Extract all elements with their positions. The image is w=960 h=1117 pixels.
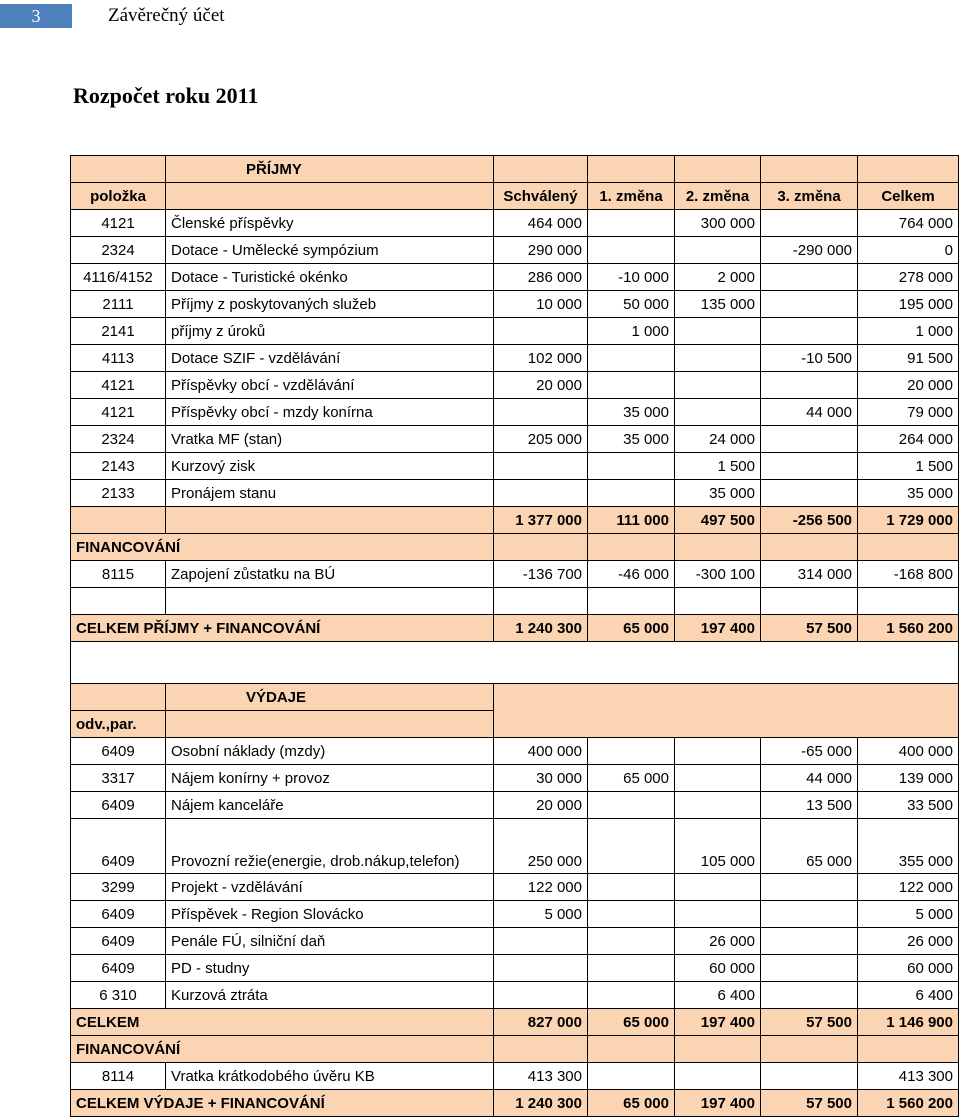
change-3-value: 57 500 xyxy=(761,615,858,642)
change-1-value: 65 000 xyxy=(588,765,675,792)
change-3-value xyxy=(761,372,858,399)
item-name: Dotace - Umělecké sympózium xyxy=(166,237,494,264)
approved-value: 464 000 xyxy=(494,210,588,237)
expense-grand-total-row xyxy=(71,1090,959,1117)
approved-value: 286 000 xyxy=(494,264,588,291)
item-name: Příspěvky obcí - mzdy konírna xyxy=(166,399,494,426)
change-1-value: 65 000 xyxy=(588,615,675,642)
change-2-value: 105 000 xyxy=(675,819,761,874)
col-header-section-code: odv.,par. xyxy=(71,711,166,738)
total-value: 33 500 xyxy=(858,792,959,819)
total-value: 122 000 xyxy=(858,874,959,901)
approved-value: 400 000 xyxy=(494,738,588,765)
item-code: 6 310 xyxy=(71,982,166,1009)
approved-value: 5 000 xyxy=(494,901,588,928)
financing-row xyxy=(71,561,959,588)
change-2-value: 1 500 xyxy=(675,453,761,480)
approved-value: 205 000 xyxy=(494,426,588,453)
change-3-value: -65 000 xyxy=(761,738,858,765)
change-3-value: -10 500 xyxy=(761,345,858,372)
change-3-value xyxy=(761,901,858,928)
empty-cell xyxy=(166,507,494,534)
approved-value xyxy=(494,453,588,480)
blank-row xyxy=(71,588,959,615)
table-row xyxy=(71,399,959,426)
empty-cell xyxy=(588,534,675,561)
item-name: Vratka MF (stan) xyxy=(166,426,494,453)
table-row xyxy=(71,291,959,318)
change-1-value xyxy=(588,792,675,819)
item-code: 6409 xyxy=(71,928,166,955)
item-code: 6409 xyxy=(71,955,166,982)
empty-cell xyxy=(858,1036,959,1063)
change-3-value xyxy=(761,928,858,955)
total-value: 355 000 xyxy=(858,819,959,874)
item-name: Kurzová ztráta xyxy=(166,982,494,1009)
approved-value: 1 240 300 xyxy=(494,1090,588,1117)
change-2-value xyxy=(675,901,761,928)
change-2-value xyxy=(675,372,761,399)
total-value: 264 000 xyxy=(858,426,959,453)
approved-value: 20 000 xyxy=(494,792,588,819)
income-subtotal-row xyxy=(71,507,959,534)
empty-cell xyxy=(494,588,588,615)
empty-cell xyxy=(761,1036,858,1063)
change-2-value: 197 400 xyxy=(675,1090,761,1117)
page-title: Rozpočet roku 2011 xyxy=(73,83,259,108)
change-2-value: -300 100 xyxy=(675,561,761,588)
expense-table xyxy=(70,683,959,1117)
change-1-value xyxy=(588,372,675,399)
item-code: 4121 xyxy=(71,399,166,426)
table-row xyxy=(71,480,959,507)
approved-value: 10 000 xyxy=(494,291,588,318)
item-code: 2141 xyxy=(71,318,166,345)
empty-cell xyxy=(675,1036,761,1063)
item-code: 6409 xyxy=(71,738,166,765)
change-1-value: 1 000 xyxy=(588,318,675,345)
change-1-value xyxy=(588,982,675,1009)
total-value: 1 000 xyxy=(858,318,959,345)
approved-value: 827 000 xyxy=(494,1009,588,1036)
change-3-value xyxy=(761,426,858,453)
total-value: 26 000 xyxy=(858,928,959,955)
table-row xyxy=(71,765,959,792)
change-1-value xyxy=(588,955,675,982)
change-1-value: 35 000 xyxy=(588,399,675,426)
item-code: 4121 xyxy=(71,372,166,399)
table-row xyxy=(71,345,959,372)
item-name: Zapojení zůstatku na BÚ xyxy=(166,561,494,588)
change-2-value xyxy=(675,318,761,345)
item-code: 2324 xyxy=(71,237,166,264)
item-name: Příspěvky obcí - vzdělávání xyxy=(166,372,494,399)
table-row xyxy=(71,901,959,928)
change-2-value xyxy=(675,792,761,819)
approved-value: 250 000 xyxy=(494,819,588,874)
item-name: Členské příspěvky xyxy=(166,210,494,237)
item-name: Dotace - Turistické okénko xyxy=(166,264,494,291)
total-value: 91 500 xyxy=(858,345,959,372)
change-2-value: 197 400 xyxy=(675,1009,761,1036)
chapter-title: Závěrečný účet xyxy=(108,5,225,26)
change-2-value: 2 000 xyxy=(675,264,761,291)
change-3-value: 314 000 xyxy=(761,561,858,588)
change-3-value: 57 500 xyxy=(761,1090,858,1117)
empty-cell xyxy=(71,507,166,534)
table-row xyxy=(71,792,959,819)
item-name: Vratka krátkodobého úvěru KB xyxy=(166,1063,494,1090)
total-value: 0 xyxy=(858,237,959,264)
change-3-value: -290 000 xyxy=(761,237,858,264)
approved-value xyxy=(494,982,588,1009)
approved-value xyxy=(494,480,588,507)
approved-value: 102 000 xyxy=(494,345,588,372)
change-2-value: 197 400 xyxy=(675,615,761,642)
change-2-value xyxy=(675,345,761,372)
change-3-value xyxy=(761,982,858,1009)
change-2-value xyxy=(675,399,761,426)
change-2-value xyxy=(675,1063,761,1090)
item-code: 4113 xyxy=(71,345,166,372)
approved-value: 1 377 000 xyxy=(494,507,588,534)
change-3-value xyxy=(761,874,858,901)
item-name: PD - studny xyxy=(166,955,494,982)
total-value: 35 000 xyxy=(858,480,959,507)
item-name: Pronájem stanu xyxy=(166,480,494,507)
table-row xyxy=(71,874,959,901)
change-1-value xyxy=(588,480,675,507)
change-3-value xyxy=(761,480,858,507)
change-2-value xyxy=(675,237,761,264)
expense-section-title: VÝDAJE xyxy=(166,684,494,711)
total-value: 764 000 xyxy=(858,210,959,237)
table-row xyxy=(71,210,959,237)
item-code: 6409 xyxy=(71,792,166,819)
approved-value xyxy=(494,399,588,426)
table-row xyxy=(71,738,959,765)
empty-cell xyxy=(675,534,761,561)
table-row xyxy=(71,264,959,291)
item-code: 2143 xyxy=(71,453,166,480)
table-row xyxy=(71,955,959,982)
col-header-total: Celkem xyxy=(858,183,959,210)
change-2-value: 135 000 xyxy=(675,291,761,318)
empty-cell xyxy=(761,588,858,615)
income-section-title: PŘÍJMY xyxy=(166,156,494,183)
income-financing-heading-label: FINANCOVÁNÍ xyxy=(71,534,494,561)
change-3-value: 44 000 xyxy=(761,399,858,426)
change-2-value: 60 000 xyxy=(675,955,761,982)
empty-cell xyxy=(588,1036,675,1063)
item-code: 8114 xyxy=(71,1063,166,1090)
change-1-value xyxy=(588,237,675,264)
col-header-change-1: 1. změna xyxy=(588,183,675,210)
change-3-value xyxy=(761,318,858,345)
change-2-value: 6 400 xyxy=(675,982,761,1009)
item-name: Projekt - vzdělávání xyxy=(166,874,494,901)
empty-cell xyxy=(71,588,166,615)
approved-value: 413 300 xyxy=(494,1063,588,1090)
total-value: 278 000 xyxy=(858,264,959,291)
change-1-value: -10 000 xyxy=(588,264,675,291)
income-financing-heading xyxy=(71,534,959,561)
approved-value: 122 000 xyxy=(494,874,588,901)
item-code: 2133 xyxy=(71,480,166,507)
item-name: Příjmy z poskytovaných služeb xyxy=(166,291,494,318)
item-name: Penále FÚ, silniční daň xyxy=(166,928,494,955)
change-2-value: 300 000 xyxy=(675,210,761,237)
approved-value xyxy=(494,928,588,955)
empty-cell xyxy=(588,588,675,615)
approved-value: 20 000 xyxy=(494,372,588,399)
total-value: 79 000 xyxy=(858,399,959,426)
total-value: 1 146 900 xyxy=(858,1009,959,1036)
item-name: Osobní náklady (mzdy) xyxy=(166,738,494,765)
table-row xyxy=(71,372,959,399)
total-value: 1 729 000 xyxy=(858,507,959,534)
change-3-value: 57 500 xyxy=(761,1009,858,1036)
change-1-value: 50 000 xyxy=(588,291,675,318)
change-1-value xyxy=(588,345,675,372)
change-3-value: 44 000 xyxy=(761,765,858,792)
item-name: příjmy z úroků xyxy=(166,318,494,345)
empty-cell xyxy=(761,534,858,561)
change-3-value xyxy=(761,1063,858,1090)
change-3-value xyxy=(761,955,858,982)
change-1-value xyxy=(588,453,675,480)
expense-financing-heading xyxy=(71,1036,959,1063)
total-value: 20 000 xyxy=(858,372,959,399)
change-1-value: -46 000 xyxy=(588,561,675,588)
change-3-value: 13 500 xyxy=(761,792,858,819)
empty-cell xyxy=(166,588,494,615)
change-2-value xyxy=(675,738,761,765)
empty-cell xyxy=(494,534,588,561)
change-3-value: -256 500 xyxy=(761,507,858,534)
item-code: 2324 xyxy=(71,426,166,453)
item-code: 4116/4152 xyxy=(71,264,166,291)
income-grand-total-row-label: CELKEM PŘÍJMY + FINANCOVÁNÍ xyxy=(71,615,494,642)
financing-row xyxy=(71,1063,959,1090)
col-header-change-3: 3. změna xyxy=(761,183,858,210)
total-value: 5 000 xyxy=(858,901,959,928)
col-header-change-2: 2. změna xyxy=(675,183,761,210)
total-value: 1 500 xyxy=(858,453,959,480)
approved-value: 1 240 300 xyxy=(494,615,588,642)
col-header-item: položka xyxy=(71,183,166,210)
change-1-value xyxy=(588,1063,675,1090)
change-2-value xyxy=(675,874,761,901)
item-name: Nájem konírny + provoz xyxy=(166,765,494,792)
change-1-value: 35 000 xyxy=(588,426,675,453)
change-2-value: 497 500 xyxy=(675,507,761,534)
approved-value xyxy=(494,955,588,982)
item-code: 3317 xyxy=(71,765,166,792)
total-value: 60 000 xyxy=(858,955,959,982)
item-code: 2111 xyxy=(71,291,166,318)
total-value: 195 000 xyxy=(858,291,959,318)
total-value: 6 400 xyxy=(858,982,959,1009)
change-3-value: 65 000 xyxy=(761,819,858,874)
expense-subtotal-row xyxy=(71,1009,959,1036)
table-row xyxy=(71,237,959,264)
item-code: 3299 xyxy=(71,874,166,901)
total-value: -168 800 xyxy=(858,561,959,588)
change-3-value xyxy=(761,264,858,291)
change-3-value xyxy=(761,453,858,480)
total-value: 1 560 200 xyxy=(858,1090,959,1117)
item-code: 6409 xyxy=(71,819,166,874)
empty-cell xyxy=(858,534,959,561)
total-value: 139 000 xyxy=(858,765,959,792)
table-row xyxy=(71,819,959,874)
table-row xyxy=(71,426,959,453)
approved-value: -136 700 xyxy=(494,561,588,588)
expense-subtotal-row-label: CELKEM xyxy=(71,1009,494,1036)
income-grand-total-row xyxy=(71,615,959,642)
item-name: Dotace SZIF - vzdělávání xyxy=(166,345,494,372)
change-1-value xyxy=(588,928,675,955)
col-header-approved: Schválený xyxy=(494,183,588,210)
change-1-value: 65 000 xyxy=(588,1090,675,1117)
change-1-value xyxy=(588,738,675,765)
total-value: 400 000 xyxy=(858,738,959,765)
item-name: Příspěvek - Region Slovácko xyxy=(166,901,494,928)
empty-cell xyxy=(858,588,959,615)
total-value: 1 560 200 xyxy=(858,615,959,642)
table-row xyxy=(71,453,959,480)
income-table xyxy=(70,155,959,695)
table-row xyxy=(71,982,959,1009)
change-3-value xyxy=(761,291,858,318)
chapter-number: 3 xyxy=(0,4,72,28)
total-value: 413 300 xyxy=(858,1063,959,1090)
expense-financing-heading-label: FINANCOVÁNÍ xyxy=(71,1036,494,1063)
change-2-value: 24 000 xyxy=(675,426,761,453)
chapter-header xyxy=(0,0,960,32)
change-2-value: 26 000 xyxy=(675,928,761,955)
change-3-value xyxy=(761,210,858,237)
item-code: 6409 xyxy=(71,901,166,928)
change-1-value xyxy=(588,874,675,901)
item-code: 4121 xyxy=(71,210,166,237)
table-row xyxy=(71,928,959,955)
item-name: Kurzový zisk xyxy=(166,453,494,480)
change-2-value: 35 000 xyxy=(675,480,761,507)
change-1-value xyxy=(588,819,675,874)
change-1-value xyxy=(588,901,675,928)
item-name: Nájem kanceláře xyxy=(166,792,494,819)
approved-value: 290 000 xyxy=(494,237,588,264)
table-row xyxy=(71,318,959,345)
empty-cell xyxy=(675,588,761,615)
change-2-value xyxy=(675,765,761,792)
item-name: Provozní režie(energie, drob.nákup,telefon) xyxy=(166,819,494,874)
expense-grand-total-row-label: CELKEM VÝDAJE + FINANCOVÁNÍ xyxy=(71,1090,494,1117)
empty-cell xyxy=(494,1036,588,1063)
approved-value xyxy=(494,318,588,345)
approved-value: 30 000 xyxy=(494,765,588,792)
item-code: 8115 xyxy=(71,561,166,588)
change-1-value: 65 000 xyxy=(588,1009,675,1036)
change-1-value: 111 000 xyxy=(588,507,675,534)
change-1-value xyxy=(588,210,675,237)
